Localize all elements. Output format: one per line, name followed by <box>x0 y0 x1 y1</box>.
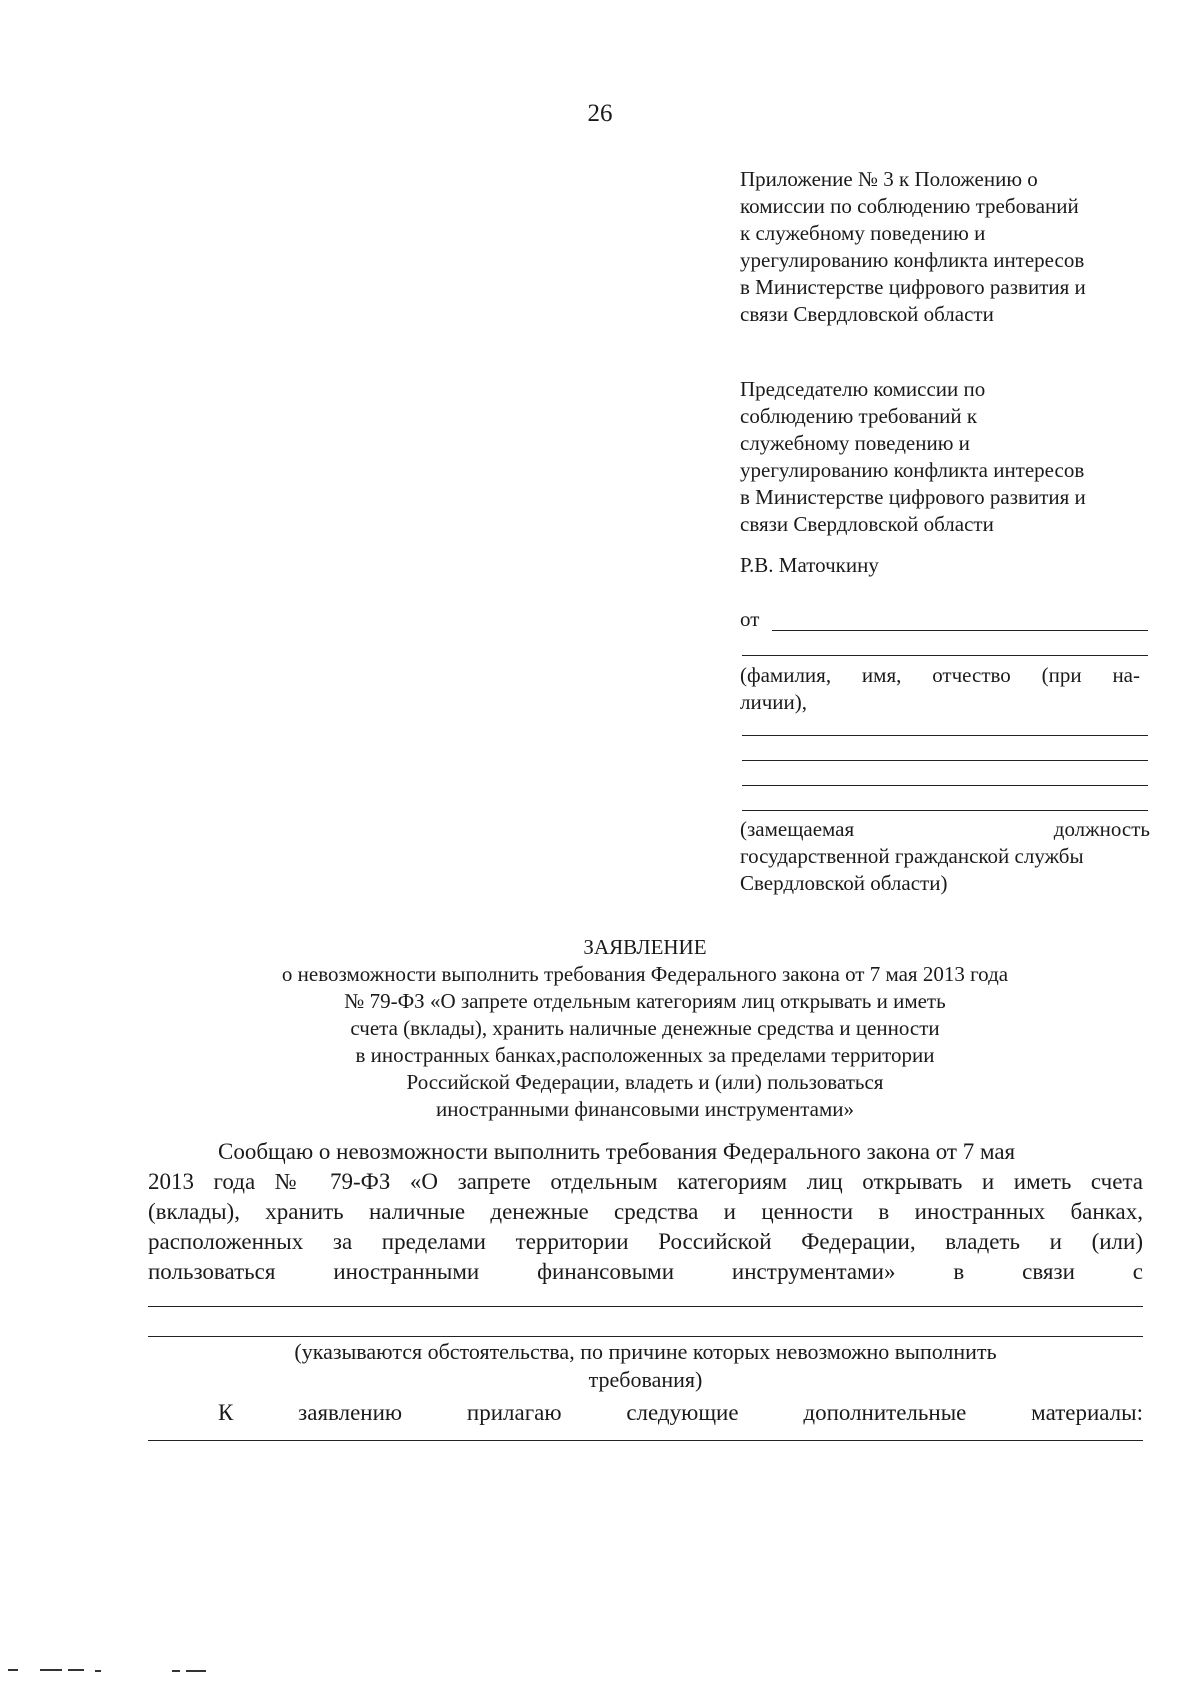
attachments-section <box>218 1398 1143 1428</box>
subtitle-line: Российской Федерации, владеть и (или) пользоваться <box>406 1070 884 1094</box>
appendix-line: связи Свердловской области <box>740 302 994 326</box>
attachments-field-line[interactable] <box>148 1440 1143 1441</box>
appendix-line: к служебному поведению и <box>740 221 986 245</box>
statement-body <box>148 1137 1143 1287</box>
name-hint-line: (фамилия, имя, отчество (при на- <box>740 663 1140 687</box>
subtitle-line: иностранными финансовыми инструментами» <box>435 1097 854 1121</box>
body-line: пользоваться иностранными финансовыми инструментами» в связи с <box>148 1259 1143 1284</box>
position-hint-line: Свердловской области) <box>740 871 948 895</box>
scan-mark <box>172 1670 180 1672</box>
appendix-line: Приложение № 3 к Положению о <box>740 167 1038 191</box>
from-label: от <box>740 607 760 631</box>
scan-mark <box>95 1670 101 1672</box>
position-field-line[interactable] <box>742 810 1148 811</box>
addressee-block <box>740 376 1140 538</box>
scan-mark <box>40 1669 62 1671</box>
subtitle-line: о невозможности выполнить требования Федерального закона от 7 мая 2013 года <box>281 962 1009 986</box>
appendix-note <box>740 166 1140 328</box>
addressee-line: Председателю комиссии по <box>740 377 986 401</box>
subtitle-line: счета (вклады), хранить наличные денежные средства и ценности <box>350 1016 940 1040</box>
body-line: расположенных за пределами территории Российской Федерации, владеть и (или) <box>148 1229 1143 1254</box>
name-hint-line: личии), <box>740 690 807 714</box>
name-hint <box>740 662 1140 716</box>
circumstances-hint-line: (указываются обстоятельства, по причине которых невозможно выполнить <box>294 1339 997 1364</box>
addressee-line: служебному поведению и <box>740 431 970 455</box>
attachments-line: К заявлению прилагаю следующие дополнительные материалы: <box>218 1400 1143 1425</box>
from-name-field[interactable] <box>772 630 1148 631</box>
position-field-line[interactable] <box>742 735 1148 736</box>
position-hint <box>740 816 1150 897</box>
statement-title: ЗАЯВЛЕНИЕ <box>583 935 707 959</box>
body-line: Сообщаю о невозможности выполнить требования Федерального закона от 7 мая <box>218 1139 1016 1164</box>
statement-subtitle <box>150 961 1140 1123</box>
scan-mark <box>68 1669 84 1671</box>
position-hint-line: государственной гражданской службы <box>740 844 1084 868</box>
position-field-line[interactable] <box>742 760 1148 761</box>
circumstances-hint-line: требования) <box>588 1367 703 1392</box>
subtitle-line: в иностранных банках,расположенных за пределами территории <box>355 1043 935 1067</box>
addressee-line: связи Свердловской области <box>740 512 994 536</box>
position-hint-line: (замещаемая должность <box>740 817 1150 841</box>
body-line: 2013 года № 79-ФЗ «О запрете отдельным категориям лиц открывать и иметь счета <box>148 1169 1143 1194</box>
body-line: (вклады), хранить наличные денежные средства и ценности в иностранных банках, <box>148 1199 1143 1224</box>
from-name-field-2[interactable] <box>742 655 1148 656</box>
page-number: 26 <box>587 100 613 127</box>
appendix-line: в Министерстве цифрового развития и <box>740 275 1086 299</box>
scan-mark <box>186 1670 206 1672</box>
addressee-line: урегулированию конфликта интересов <box>740 458 1085 482</box>
subtitle-line: № 79-ФЗ «О запрете отдельным категориям лиц открывать и иметь <box>344 989 946 1013</box>
addressee-line: соблюдению требований к <box>740 404 978 428</box>
appendix-line: комиссии по соблюдению требований <box>740 194 1079 218</box>
addressee-name: Р.В. Маточкину <box>740 553 879 577</box>
circumstances-hint <box>148 1338 1143 1394</box>
circumstances-field-line[interactable] <box>148 1306 1143 1307</box>
appendix-line: урегулированию конфликта интересов <box>740 248 1085 272</box>
circumstances-field-line[interactable] <box>148 1336 1143 1337</box>
position-field-line[interactable] <box>742 785 1148 786</box>
scan-mark <box>8 1669 18 1671</box>
addressee-line: в Министерстве цифрового развития и <box>740 485 1086 509</box>
